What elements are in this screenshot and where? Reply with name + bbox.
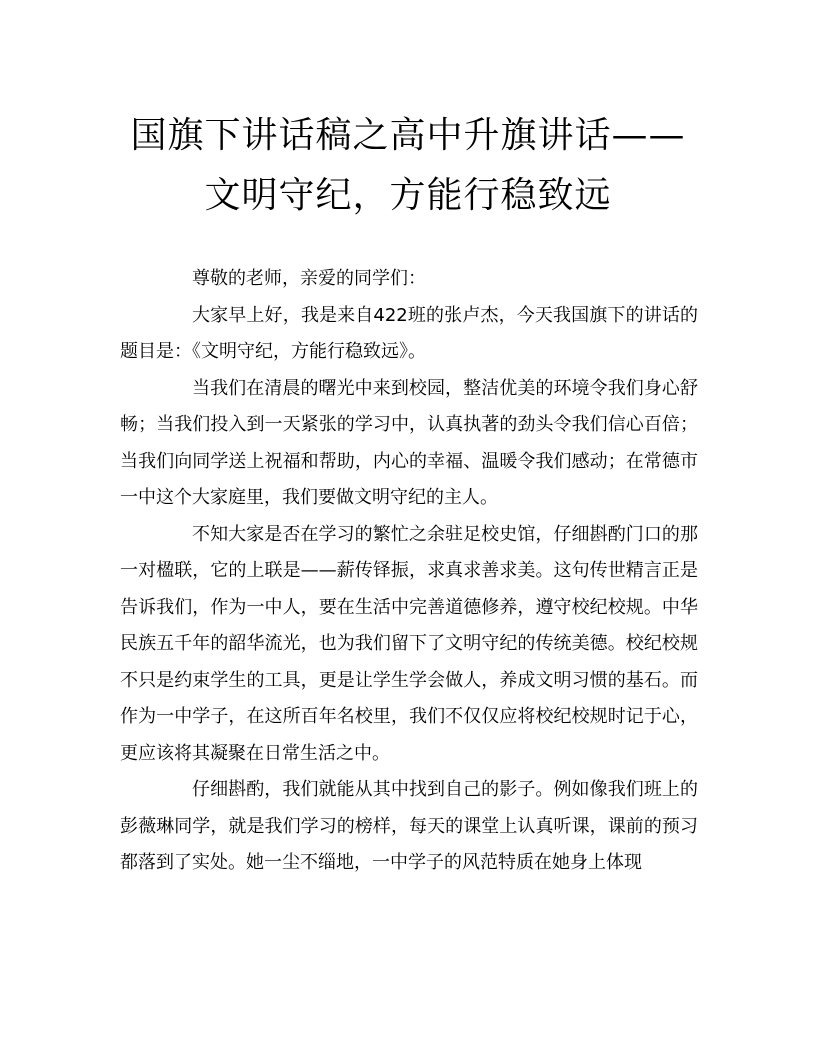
paragraph-greeting: 大家早上好，我是来自422班的张卢杰，今天我国旗下的讲话的题目是：《文明守纪，方能行稳致远》。 [120,304,698,362]
paragraph-morning: 当我们在清晨的曙光中来到校园，整洁优美的环境令我们身心舒畅；当我们投入到一天紧张的学习中，认真执著的劲头令我们信心百倍；当我们向同学送上祝福和帮助，内心的幸福、温暖令我们感动；在常德市一中这个大家庭里，我们要做文明守纪的主人。 [120,377,698,508]
document-title: 国旗下讲话稿之高中升旗讲话——文明守纪，方能行稳致远 [130,115,686,216]
document-body [120,261,698,882]
paragraph-example: 仔细斟酌，我们就能从其中找到自己的影子。例如像我们班上的彭薇琳同学，就是我们学习的榜样，每天的课堂上认真听课，课前的预习都落到了实处。她一尘不缁地，一中学子的风范特质在她身上体现 [120,779,698,873]
paragraph-salutation: 尊敬的老师，亲爱的同学们： [192,268,426,289]
paragraph-couplet: 不知大家是否在学习的繁忙之余驻足校史馆，仔细斟酌门口的那一对楹联，它的上联是——薪传铎振，求真求善求美。这句传世精言正是告诉我们，作为一中人，要在生活中完善道德修养，遵守校纪校规。中华民族五千年的韶华流光，也为我们留下了文明守纪的传统美德。校纪校规不只是约束学生的工具，更是让学生学会做人，养成文明习惯的基石。而作为一中学子，在这所百年名校里，我们不仅仅应将校纪校规时记于心，更应该将其凝聚在日常生活之中。 [120,523,698,764]
